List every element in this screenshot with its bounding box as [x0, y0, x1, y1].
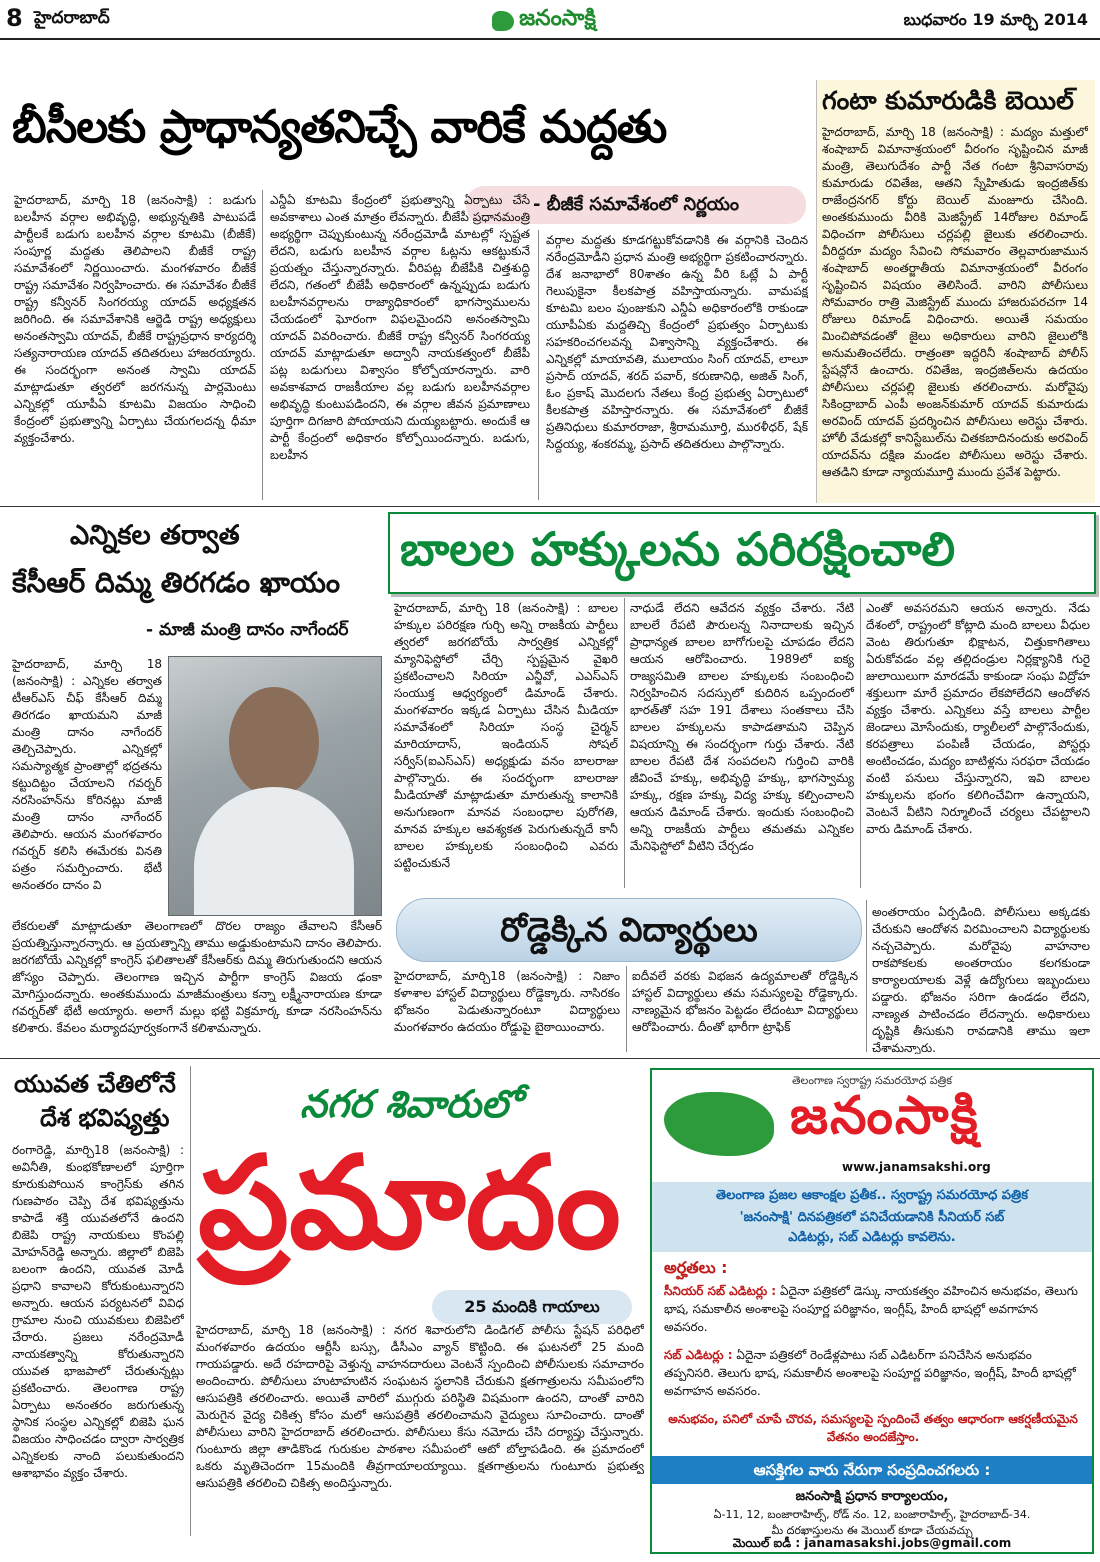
kcr-headline-2: కేసీఆర్ దిమ్మ తిరగడం ఖాయం [12, 566, 341, 599]
ad-office: జనంసాక్షి ప్రధాన కార్యాలయం, [795, 1489, 949, 1504]
lead-headline: బీసీలకు ప్రాధాన్యతనిచ్చే వారికే మద్దతు [12, 100, 667, 153]
ad-intro-3: ఎడిటర్లు, సబ్ ఎడిటర్లు కావలెను. [788, 1230, 956, 1245]
lead-subhead: - బీజీకే సమావేశంలో నిర్ణయం [466, 186, 806, 224]
kcr-subhead: - మాజీ మంత్రి దానం నాగేందర్ [146, 620, 349, 640]
accident-body: హైదరాబాద్, మార్చి 18 (జనంసాక్షి) : నగర శివారులోని డిండిగల్ పోలీసు స్టేషన్ పరిధిలో మంగళవారం ఉదయం ఆర్టీసీ బస్సు, డీసీఎం వ్యాన్ కొట్టింది. ఈ ఘటనలో 25 మంది గాయపడ్డారు. అదే రహదారిపై వెళ్తున్న వాహనదారులు వెంటనే స్పందించి పోలీసులకు సమాచారం అందించారు. పోలీసులు హుటాహుటిన సంఘటన స్థలానికి చేరుకుని క్షతగాత్రులను సమీపంలోని ఆసుపత్రికి తరలించారు. అయితే వారిలో ముగ్గురు పరిస్థితి విషమంగా ఉందని, దాంతో వారిని మెరుగైన వైద్య చికిత్స కోసం మలో ఆసుపత్రికి తరలించామని వైద్యులు సూచించారు. దాంతో పోలీసులు వారిని హైదరాబాద్ తరలించారు. పోలీసులు కేసు నమోదు చేసి దర్యాప్తు చేస్తున్నారు. గుంటూరు జిల్లా తాడికొండ గురుకుల పాఠశాల సమీపంలో ఆటో బోల్తాపడింది. ఈ ప్రమాదంలో ఒకరు మృతిచెందగా 15మందికి తీవ్రగాయాలయ్యాయి. క్షతగాత్రులను గుంటూరు ప్రభుత్వ ఆసుపత్రికి తరలించి చికిత్స అందిస్తున్నారు. [196, 1323, 644, 1490]
accident-subhead: 25 మందికి గాయాలు [432, 1290, 632, 1324]
ad-intro-2: 'జనంసాక్షి' దినపత్రికలో పనిచేయడానికి సీనియర్ సబ్ [739, 1210, 1005, 1225]
header-date: బుధవారం 19 మార్చి 2014 [903, 10, 1088, 29]
ad-senior-text: ఏదైనా పత్రికలో డెస్కు నాయకత్వం వహించిన అనుభవం, తెలుగు భాష, సమకాలీన అంశాలపై సంపూర్ణ పరిజ్ఞానం, ఇంగ్లీష్, హిందీ భాషల్లో అవగాహన అవసరం. [664, 1284, 1078, 1334]
lead-col-1: హైదరాబాద్, మార్చి 18 (జనంసాక్షి) : బడుగు బలహీన వర్గాల అభివృద్ధి, అభ్యున్నతికి పాటుపడే పార్టీలకే బడుగు బలహీన వర్గాల కూటమి (బీజీకే) సంపూర్ణ మద్దతు తెలిపాలని బీజీకే రాష్ట్ర సమావేశంలో నిర్ణయించారు. మంగళవారం బీజీకే రాష్ట్ర సమావేశం నిర్వహించారు. ఈ సమావేశం బీజీకే రాష్ట్ర కన్వీనర్ సింగరయ్య యాదవ్ అధ్యక్షతన జరిగింది. ఈ సమావేశానికి ఆర్జెడి రాష్ట్ర అధ్యక్షులు అనంతస్వామి యాదవ్, బీజీకే రాష్ట్రప్రధాన కార్యదర్శి సత్యనారాయణ యాదవ్ తదితరులు హాజరయ్యారు. ఈ సందర్భంగా అనంత స్వామి యాదవ్ మాట్లాడుతూ త్వరలో జరగనున్న పార్లమెంటు ఎన్నికల్లో యూపీఏ కూటమి విజయం సాధించి కేంద్రంలో ప్రభుత్వాన్ని ఏర్పాటు చేయగలదన్న ధీమా వ్యక్తంచేశారు. [14, 193, 256, 445]
youth-body: రంగారెడ్డి, మార్చి18 (జనంసాక్షి) : అవినీతి, కుంభకోణాలలో పూర్తిగా కూరుకుపోయిన కాంగ్రెస్‌కు తగిన గుణపాఠం చెప్పి దేశ భవిష్యత్తును కాపాడే శక్తి యువతలోనే ఉందని బిజెపి రాష్ట్ర నాయకులు కొంపల్లి మోహన్‌రెడ్డి అన్నారు. జిల్లాలో బిజెపి బలంగా ఉందని, యువత మోడీ ప్రధాని కావాలని కోరుకుంటున్నారని అన్నారు. ఆయన పర్యటనలో వివిధ గ్రామాల నుంచి యువకులు బిజెపిలో చేరారు. ప్రజలు నరేంద్రమోడీ నాయకత్వాన్ని కోరుతున్నారని యువత భాజపాలో చేరుతున్నట్లు ప్రకటించారు. తెలంగాణ రాష్ట్ర ఏర్పాటు అనంతరం జరుగుతున్న స్థానిక సంస్థల ఎన్నికల్లో బిజెపి ఘన విజయం సాధించడం ద్వారా సార్వత్రిక ఎన్నికలకు నాంది పలుకుతుందని ఆశాభావం వ్యక్తం చేశారు. [12, 1143, 184, 1480]
person-silhouette-icon [229, 687, 319, 797]
ad-sub-label: సబ్ ఎడిటర్లు : [664, 1348, 733, 1362]
page-number: 8 [6, 4, 23, 32]
ad-qual-title: అర్హతలు : [664, 1258, 728, 1277]
youth-headline-2: దేశ భవిష్యత్తు [40, 1104, 170, 1132]
kcr-headline-1: ఎన్నికల తర్వాత [70, 520, 240, 551]
header-city: హైదరాబాద్ [34, 8, 110, 28]
ad-mail-note: మీ దరఖాస్తులను ఈ మెయిల్ కూడా చేయవచ్చు [771, 1524, 973, 1537]
masthead-logo [492, 6, 596, 36]
students-col-1: హైదరాబాద్, మార్చి18 (జనంసాక్షి) : నిజాం కళాశాల హాస్టల్ విద్యార్థులు రోడ్డెక్కారు. నాసిరకం భోజనం పెడుతున్నారంటూ విద్యార్థులు మంగళవారం ఉదయం రోడ్డుపై బైఠాయించారు. [394, 969, 620, 1034]
children-col-1: హైదరాబాద్, మార్చి 18 (జనంసాక్షి) : బాలల హక్కుల పరిరక్షణ గుర్చి అన్ని రాజకీయ పార్టీలు త్వరలో జరగబోయే సార్వత్రిక ఎన్నికల్లో మ్యానిఫెస్టోలో చేర్చి స్పష్టమైన వైఖరి ప్రకటించాలని సిరియా ఎన్జీవో, ఎఎస్ఎస్ సంయుక్త ఆధ్వర్యంలో డిమాండ్ చేశారు. మంగళవారం ఇక్కడ ఏర్పాటు చేసిన మీడియా సమావేశంలో సిరియా సంస్థ చైర్మన్ మారియాదాస్, ఇండియన్ సోషల్ సర్వీస్(ఐఎస్ఎస్) అధ్యక్షుడు వనం బాలరాజు పాల్గొన్నారు. ఈ సందర్భంగా బాలరాజు మీడియాతో మాట్లాడుతూ మారుతున్న కాలానికి అనుగుణంగా మానవ సంబంధాల పురోగతి, మానవ హక్కుల ఆవశ్యకత పెరుగుతున్నదే కానీ బాలల హక్కులకు సంబంధించి ఎవరు పట్టించుకునే [394, 601, 618, 870]
ad-intro-1: తెలంగాణ ప్రజల ఆకాంక్షల ప్రతీక.. స్వరాష్ట్ర సమరయోధ పత్రిక [715, 1188, 1029, 1203]
recruitment-ad [650, 1068, 1094, 1554]
kcr-col-left: హైదరాబాద్, మార్చి 18 (జనంసాక్షి) : ఎన్నికల తర్వాత టీఆర్ఎస్ చీఫ్ కేసీఆర్ దిమ్మ తిరగడం ఖాయమని మాజీ మంత్రి దానం నాగేందర్ తెల్చిచెప్పారు. ఎన్నికల్లో సమస్యాత్మక ప్రాంతాల్లో భద్రతను కట్టుదిట్టం చేయాలని గవర్నర్ నరసింహన్‌ను కోరినట్లు మాజీ మంత్రి దానం నాగేందర్ తెలిపారు. ఆయన మంగళవారం గవర్నర్ కలిసి ఈమేరకు వినతి పత్రం సమర్పించారు. భేటీ అనంతరం దానం వి [12, 657, 162, 892]
masthead-title: జనంసాక్షి [519, 6, 596, 31]
children-headline: బాలల హక్కులను పరిరక్షించాలి [400, 522, 956, 576]
ad-sub-text: ఏదైనా పత్రికలో రెండేళ్లపాటు సబ్ ఎడిటర్‌గా పనిచేసిన అనుభవం తప్పనిసరి. తెలుగు భాష, సమకాలీన అంశాలపై సంపూర్ణ పరిజ్ఞానం, ఇంగ్లీష్, హిందీ భాషల్లో అవగాహన అవసరం. [664, 1348, 1076, 1398]
students-headline: రోడ్డెక్కిన విద్యార్థులు [396, 898, 862, 962]
ad-email[interactable]: మెయిల్ ఐడీ : janamasakshi.jobs@gmail.com [732, 1536, 1012, 1550]
students-col-3: అంతరాయం ఏర్పడింది. పోలీసులు అక్కడకు చేరుకుని ఆందోళన విరమించాలని విద్యార్థులకు నచ్చచెప్పారు. మరోవైపు వాహనాల రాకపోకలకు అంతరాయం కలగకుండా కార్యాలయాలకు వెళ్లే ఉద్యోగులు ఇబ్బందులు పడ్డారు. భోజనం సరిగా ఉండడం లేదని, నాణ్యత పాటించడం లేదన్నారు. అధికారులు దృష్టికి తీసుకుని రావడానికి తాము ఇలా చేశామన్నారు. [872, 905, 1090, 1054]
accident-headline: ప్రమాదం [198, 1129, 621, 1278]
telangana-map-icon [664, 1092, 774, 1156]
youth-headline-1: యువత చేతిలోనే [14, 1070, 176, 1098]
ad-senior-label: సీనియర్ సబ్ ఎడిటర్లు : [664, 1284, 777, 1298]
students-col-2: ఐదీవలే వరకు విభజన ఉద్యమాలతో రోడ్డెక్కిన హాస్టల్ విద్యార్థులు తమ సమస్యలపై రోడ్డెక్కారు. నాణ్యమైన భోజనం పెట్టడం లేదంటూ విద్యార్థులు ఆరోపించారు. దీంతో భారీగా ట్రాఫిక్ [632, 969, 858, 1034]
lead-col-2: ఎన్డీఏ కూటమి కేంద్రంలో ప్రభుత్వాన్ని ఏర్పాటు చేసే అవకాశాలు ఎంత మాత్రం లేవన్నారు. బీజేపీ ప్రధానమంత్రి అభ్యర్థిగా చెప్పుకుంటున్న నరేంద్రమోడీ మాటల్లో స్పష్టత లేదని, బడుగు బలహీన వర్గాల ఓట్లను ఆకట్టుకునే ప్రయత్నం చేస్తున్నారన్నారు. వీరిపట్ల బీజేపీకి చిత్తశుద్ధి లేదని, గతంలో బీజేపీ అధికారంలో ఉన్నప్పుడు బడుగు బలహీనవర్గాలను రాజ్యాధికారంలో భాగస్వాములను చేయడంలో ఘోరంగా విఫలమైందని అనంతస్వామి యాదవ్ వివరించారు. బీజీకే రాష్ట్ర కన్వీనర్ సింగరయ్య యాదవ్ మాట్లాడుతూ అద్వానీ నాయకత్వంలో బీజేపీ పట్ల బడుగులు విశ్వాసం కోల్పోయారన్నారు. వారి అవకాశవాద రాజకీయాల వల్ల బడుగు బలహీనవర్గాల అభివృద్ధి కుంటుపడిందని, ఈ వర్గాల జీవన ప్రమాణాలు పూర్తిగా దిగజారి పోయాయని దుయ్యబట్టారు. అందుకే ఆ పార్టీ కేంద్రంలో అధికారం కోల్పోయిందన్నారు. బడుగు, బలహీన [270, 193, 530, 462]
accident-kicker: నగర శివారులో [300, 1082, 521, 1126]
ad-url[interactable]: www.janamsakshi.org [842, 1160, 991, 1174]
lead-col-3: వర్గాల మద్దతు కూడగట్టుకోవడానికి ఈ వర్గానికి చెందిన నరేంద్రమోడీని ప్రధాన మంత్రి అభ్యర్థిగా ప్రకటించారన్నారు. దేశ జనాభాలో 80శాతం ఉన్న వీరి ఓట్లే ఏ పార్టీ గెలుపుకైనా కీలకపాత్ర వహిస్తాయన్నారు. వామపక్ష కూటమి బలం పుంజుకుని ఎన్డీఏ అధికారంలోకి రాకుండా యూపీఏకు మద్దతిచ్చి కేంద్రంలో ప్రభుత్వం ఏర్పాటుకు సహకరించగలవన్న విశ్వాసాన్ని వ్యక్తంచేశారు. ఈ ఎన్నికల్లో మాయావతి, ములాయం సింగ్ యాదవ్, లాలూ ప్రసాద్ యాదవ్, శరద్ పవార్, కరుణానిధి, అజిత్ సింగ్, ఓం ప్రకాష్ మొదలగు నేతలు కేంద్ర ప్రభుత్వ ఏర్పాటులో కీలకపాత్ర వహిస్తారన్నారు. ఈ సమావేశంలో బీజీకే ప్రతినిధులు కుమారరాజా, శ్రీరామమూర్తి, మురళీధర్, షేక్ సిద్దయ్య, శంకరమ్మ, ప్రసాద్ తదితరులు పాల్గొన్నారు. [546, 233, 808, 451]
ad-note: అనుభవం, పనిలో చూపే చొరవ, సమస్యలపై స్పందించే తత్వం ఆధారంగా ఆకర్షణీయమైన వేతనం అందజేస్తాం. [668, 1412, 1078, 1444]
ad-address: ఏ-11, 12, బంజారాహిల్స్, రోడ్ నం. 12, బంజారాహిల్స్, హైదరాబాద్-34. [713, 1508, 1031, 1521]
ganta-body: హైదరాబాద్, మార్చి 18 (జనంసాక్షి) : మద్యం మత్తులో శంషాబాద్ విమానాశ్రయంలో వీరంగం సృష్టించిన మాజీ మంత్రి, తెలుగుదేశం పార్టీ నేత గంటా శ్రీనివాసరావు కుమారుడు రవితేజ, ఆతని స్నేహితుడు ఇంద్రజిత్‌కు రాజేంద్రనగర్ కోర్టు బెయిల్ మంజూరు చేసింది. అంతకుముందు వీరికి మెజిస్ట్రేట్ 14రోజుల రిమాండ్ విధించగా పోలీసులు చర్లపల్లి జైలుకు తరలించారు. వీరిద్దరూ మద్యం సేవించి సోమవారం తెల్లవారుజామున శంషాబాద్ అంతర్జాతీయ విమానాశ్రయంలో వీరంగం సృష్టించిన విషయం తెలిసిందే. వారిని పోలీసులు సోమవారం రాత్రి మెజిస్ట్రేట్ ముందు హాజరుపరచగా 14 రోజులు రిమాండ్ విధించారు. అయితే సమయం మించిపోవడంతో జైలు అధికారులు వారిని జైలులోకి అనుమతించలేదు. రాత్రంతా ఇద్దరినీ శంషాబాద్ పోలీస్ స్టేషన్లోనే ఉంచారు. రవితేజ, ఇంద్రజిత్‌లను ఉదయం పోలీసులు చర్లపల్లి జైలుకు తరలించారు. మరోవైపు సికింద్రాబాద్ ఎంపీ అంజన్‌కుమార్ యాదవ్ కుమారుడు అరవింద్ యాదవ్ ప్రదర్శించిన పోలీసులు అరెస్టు చేశారు. హోలీ వేడుకల్లో కానిస్టేబుల్‌ను చితకబాదినందుకు అరవింద్ యాదవ్‌ను దక్షిణ మండల పోలీసులు అరెస్టు చేశారు. ఆతడిని కూడా న్యాయమూర్తి ముందు ప్రవేశ పెట్టారు. [822, 125, 1088, 479]
children-col-2: నాధుడే లేదని ఆవేదన వ్యక్తం చేశారు. నేటి బాలలే రేపటి పౌరులన్న నినాదాలకు ఇచ్చిన ప్రాధాన్యత బాలల బాగోగులపై చూపడం లేదని ఆయన ఆరోపించారు. 1989లో ఐక్య రాజ్యసమితి బాలల హక్కులకు సంబంధించి నిర్వహించిన సదస్సులో కుదిరిన ఒప్పందంలో భారత్‌తో సహ 191 దేశాలు సంతకాలు చేసి బాలల హక్కులను కాపాడతామని చెప్పిన విషయాన్ని ఈ సందర్భంగా గుర్తు చేశారు. నేటి బాలల రేపటి దేశ సంపదలని గుర్తించి వారికి జీవించే హక్కు, అభివృద్ధి హక్కు, భాగస్వామ్య హక్కు, రక్షణ హక్కు విద్య హక్కు కల్పించాలని ఆయన డిమాండ్ చేశారు. ఇందుకు సంబంధించి అన్ని రాజకీయ పార్టీలు తమతమ ఎన్నికల మేనిఫెస్టోలో వీటిని చేర్చడం [630, 601, 854, 853]
ad-brand: జనంసాక్షి [790, 1086, 980, 1146]
map-icon [492, 11, 514, 31]
ad-contact-title: ఆసక్తిగల వారు నేరుగా సంప్రదించగలరు : [652, 1456, 1092, 1484]
ad-tagline: తెలంగాణ స్వరాష్ట్ర సమరయోధ పత్రిక [791, 1074, 953, 1087]
ganta-headline: గంటా కుమారుడికి బెయిల్ [822, 86, 1074, 115]
kcr-col-full: లేకరులతో మాట్లాడుతూ తెలంగాణలో దొరల రాజ్యం తేవాలని కేసీఆర్ ప్రయత్నిస్తున్నారన్నారు. ఆ ప్రయత్నాన్ని తాము అడ్డుకుంటామని దానం తెలిపారు. జరగబోయే ఎన్నికల్లో కాంగ్రెస్ ఫలితాలతో కేసీఆర్‌కు దిమ్మ తిరుగుతుందని ఆయన జోస్యం చెప్పారు. తెలంగాణ ఇచ్చిన పార్టీగా కాంగ్రెస్ విజయ ఢంకా మోగిస్తుందన్నారు. అంతకుముందు మాజీమంత్రులు కన్నా లక్ష్మీనారాయణ కూడా గవర్నర్‌తో భేటీ అయ్యారు. అలాగే మల్లు భట్టి విక్రమార్క కూడా నరసింహన్‌ను కలిశారు. కేవలం మర్యాదపూర్వకంగానే కలిశామన్నారు. [12, 919, 382, 1035]
photo-danam-nagender [168, 656, 382, 916]
children-col-3: ఎంతో అవసరమని ఆయన అన్నారు. నేడు దేశంలో, రాష్ట్రంలో కోట్లాది మంది బాలలు వీధుల వెంట తిరుగుతూ భిక్షాటన, చిత్తుకాగితాలు ఏరుకోవడం వల్ల తల్లిదండ్రుల నిర్లక్ష్యానికి గురై జులాయిలుగా మారడమే కాకుండా సంఘ విద్రోహ శక్తులుగా మారే ప్రమాదం లేకపోలేదని ఆందోళన వ్యక్తం చేశారు. ఎన్నికలు వస్తే బాలలు పార్టీల జెండాలు మోసేందుకు, ర్యాలీలలో పాల్గొనేందుకు, కరపత్రాలు పంపిణీ చేయడం, పోస్టర్లు అంటించడం, మద్యం బాటిళ్లను సరఫరా చేయడం వంటి పనులు చేస్తున్నారని, ఇవి బాలల హక్కులను భంగం కలిగించేవిగా ఉన్నాయని, వెంటనే వీటిని నిర్మూలించే చర్యలు చేపట్టాలని వారు డిమాండ్ చేశారు. [866, 601, 1090, 836]
